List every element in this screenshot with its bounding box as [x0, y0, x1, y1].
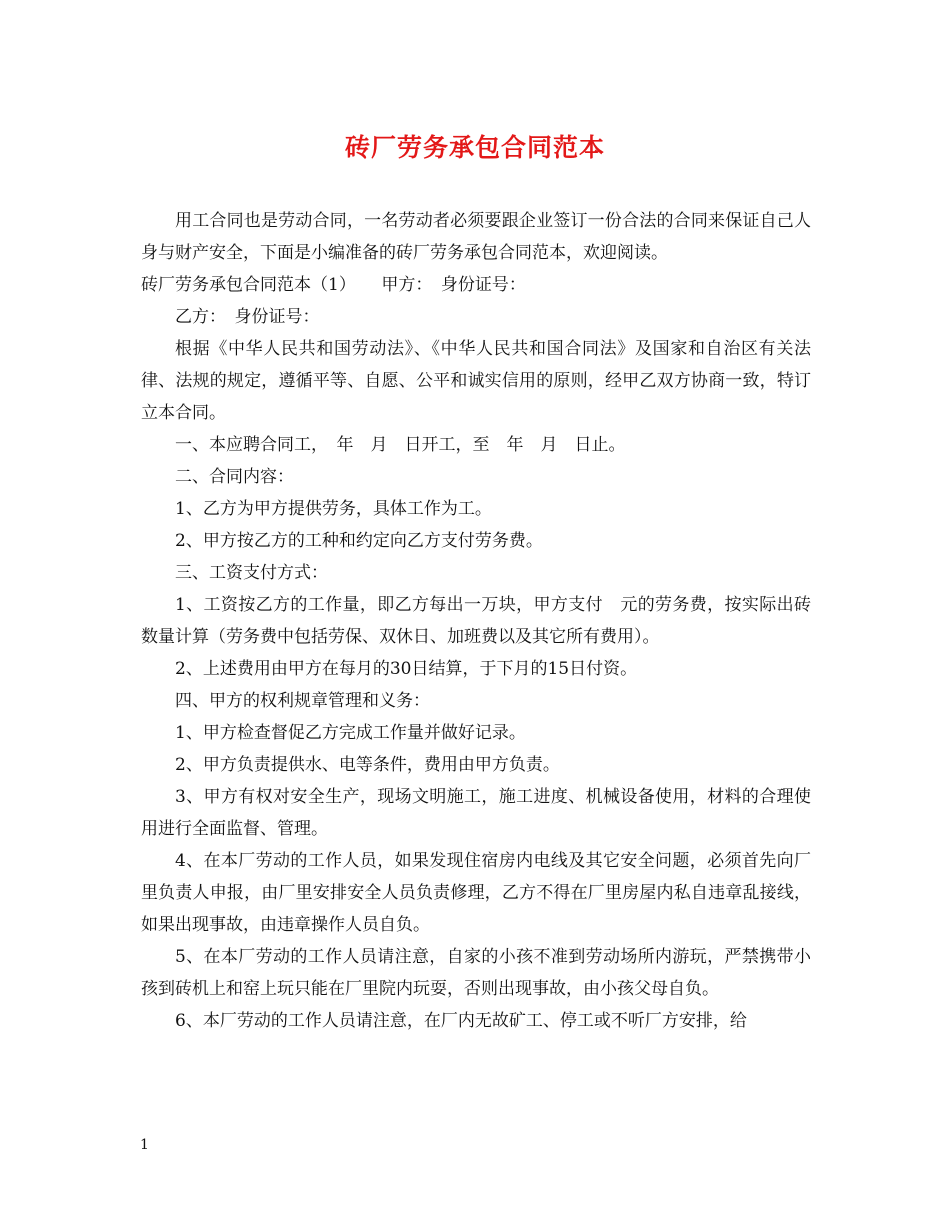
document-body	[141, 205, 811, 1037]
paragraph-payment-1: 1、工资按乙方的工作量，即乙方每出一万块，甲方支付 元的劳务费，按实际出砖数量计算（劳务费中包括劳保、双休日、加班费以及其它所有费用）。	[141, 595, 811, 647]
paragraph-content-1: 1、乙方为甲方提供劳务，具体工作为工。	[175, 499, 492, 519]
paragraph-party-a-5: 5、在本厂劳动的工作人员请注意，自家的小孩不准到劳动场所内游玩，严禁携带小孩到砖机上和窑上玩只能在厂里院内玩耍，否则出现事故，由小孩父母自负。	[141, 947, 811, 999]
paragraph-party-a-2: 2、甲方负责提供水、电等条件，费用由甲方负责。	[175, 755, 560, 775]
document-title: 砖厂劳务承包合同范本	[344, 133, 605, 162]
paragraph-basis: 根据《中华人民共和国劳动法》、《中华人民共和国合同法》及国家和自治区有关法律、法规的规定，遵循平等、自愿、公平和诚实信用的原则，经甲乙双方协商一致，特订立本合同。	[141, 339, 811, 423]
paragraph-payment-heading: 三、工资支付方式：	[175, 563, 328, 583]
intro-paragraph: 用工合同也是劳动合同，一名劳动者必须要跟企业签订一份合法的合同来保证自己人身与财产安全，下面是小编准备的砖厂劳务承包合同范本，欢迎阅读。	[141, 211, 811, 263]
paragraph-content-2: 2、甲方按乙方的工种和约定向乙方支付劳务费。	[175, 531, 543, 551]
paragraph-contract-content-heading: 二、合同内容：	[175, 467, 294, 487]
paragraph-party-a-4: 4、在本厂劳动的工作人员，如果发现住宿房内电线及其它安全问题，必须首先向厂里负责人申报，由厂里安排安全人员负责修理，乙方不得在厂里房屋内私自违章乱接线，如果出现事故，由违章操作人员自负。	[141, 851, 811, 935]
paragraph-payment-2: 2、上述费用由甲方在每月的30日结算，于下月的15日付资。	[175, 659, 638, 679]
paragraph-term: 一、本应聘合同工， 年 月 日开工，至 年 月 日止。	[175, 435, 626, 455]
page-number: 1	[140, 1137, 149, 1153]
paragraph-party-a-1: 1、甲方检查督促乙方完成工作量并做好记录。	[175, 723, 526, 743]
contract-header-line: 砖厂劳务承包合同范本（1） 甲方： 身份证号：	[141, 275, 526, 295]
paragraph-party-a-3: 3、甲方有权对安全生产，现场文明施工，施工进度、机械设备使用，材料的合理使用进行全面监督、管理。	[141, 787, 811, 839]
paragraph-party-a-6: 6、本厂劳动的工作人员请注意，在厂内无故矿工、停工或不听厂方安排，给	[175, 1011, 747, 1031]
paragraph-party-a-rights-heading: 四、甲方的权利规章管理和义务：	[175, 691, 430, 711]
party-b-line: 乙方： 身份证号：	[175, 307, 320, 327]
